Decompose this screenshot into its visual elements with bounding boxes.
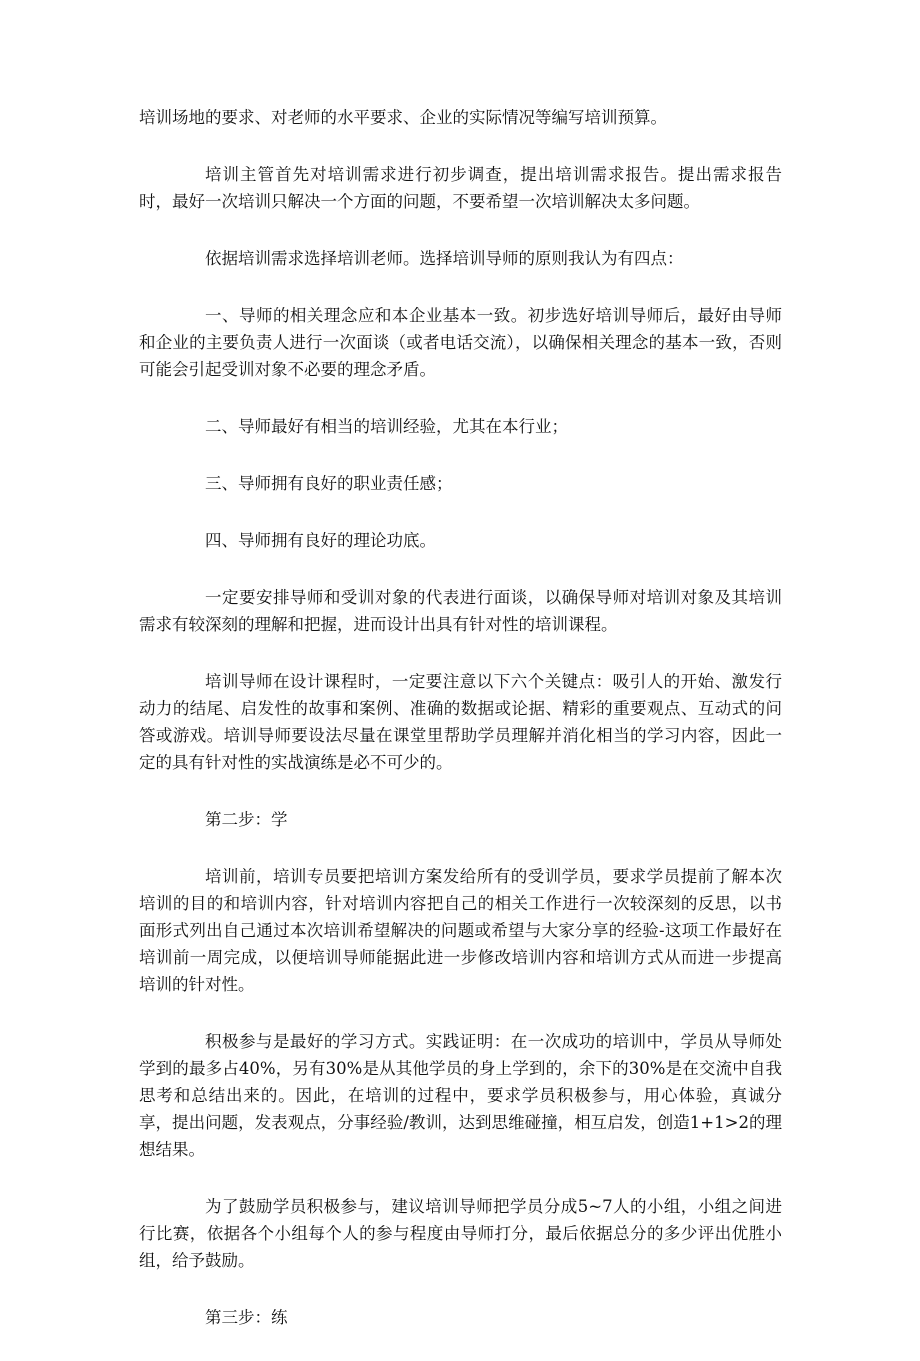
paragraph-needs-report: 培训主管首先对培训需求进行初步调查，提出培训需求报告。提出需求报告时，最好一次培训只解决一个方面的问题，不要希望一次培训解决太多问题。 bbox=[139, 165, 782, 211]
paragraph-participation: 积极参与是最好的学习方式。实践证明：在一次成功的培训中，学员从导师处学到的最多占40%，另有30%是从其他学员的身上学到的，余下的30%是在交流中自我思考和总结出来的。因此，在培训的过程中，要求学员积极参与，用心体验，真诚分享，提出问题，发表观点，分事经验/教训，达到思维碰撞，相互启发，创造1+1>2的理想结果。 bbox=[139, 1032, 782, 1159]
paragraph-groups: 为了鼓励学员积极参与，建议培训导师把学员分成5~7人的小组，小组之间进行比赛，依据各个小组每个人的参与程度由导师打分，最后依据总分的多少评出优胜小组，给予鼓励。 bbox=[139, 1197, 782, 1270]
paragraph-interview: 一定要安排导师和受训对象的代表进行面谈，以确保导师对培训对象及其培训需求有较深刻的理解和把握，进而设计出具有针对性的培训课程。 bbox=[139, 588, 782, 634]
document-body bbox=[139, 104, 782, 1361]
heading-step-2: 第二步：学 bbox=[205, 810, 288, 829]
paragraph-pre-training: 培训前，培训专员要把培训方案发给所有的受训学员，要求学员提前了解本次培训的目的和培训内容，针对培训内容把自己的相关工作进行一次较深刻的反思，以书面形式列出自己通过本次培训希望解决的问题或希望与大家分享的经验-这项工作最好在培训前一周完成，以便培训导师能据此进一步修改培训内容和培训方式从而进一步提高培训的针对性。 bbox=[139, 867, 782, 994]
paragraph-key-points: 培训导师在设计课程时，一定要注意以下六个关键点：吸引人的开始、激发行动力的结尾、启发性的故事和案例、准确的数据或论据、精彩的重要观点、互动式的问答或游戏。培训导师要设法尽量在课堂里帮助学员理解并消化相当的学习内容，因此一定的具有针对性的实战演练是必不可少的。 bbox=[139, 672, 782, 772]
paragraph-budget: 培训场地的要求、对老师的水平要求、企业的实际情况等编写培训预算。 bbox=[139, 108, 667, 127]
paragraph-select-teacher: 依据培训需求选择培训老师。选择培训导师的原则我认为有四点： bbox=[205, 249, 684, 268]
paragraph-principle-4: 四、导师拥有良好的理论功底。 bbox=[205, 531, 436, 550]
paragraph-principle-2: 二、导师最好有相当的培训经验，尤其在本行业； bbox=[205, 417, 568, 436]
paragraph-principle-1: 一、导师的相关理念应和本企业基本一致。初步选好培训导师后，最好由导师和企业的主要负责人进行一次面谈（或者电话交流），以确保相关理念的基本一致，否则可能会引起受训对象不必要的理念矛盾。 bbox=[139, 306, 782, 379]
heading-step-3: 第三步：练 bbox=[205, 1308, 288, 1327]
paragraph-principle-3: 三、导师拥有良好的职业责任感； bbox=[205, 474, 453, 493]
